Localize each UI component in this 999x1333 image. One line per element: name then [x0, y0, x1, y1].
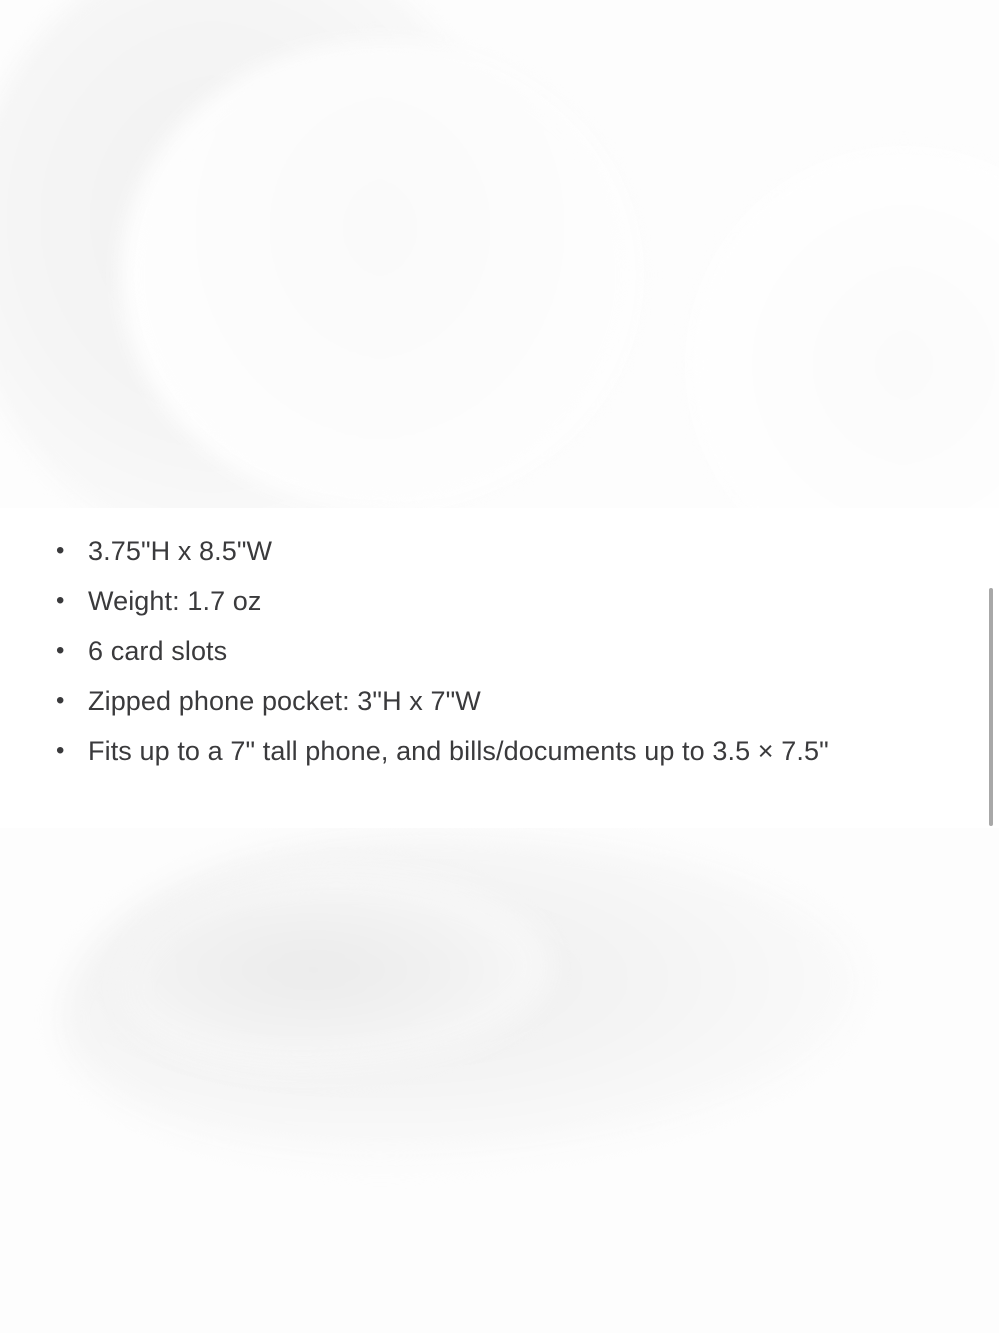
list-item: • 6 card slots: [52, 626, 848, 676]
specifications-panel: [0, 508, 999, 828]
list-item: • Fits up to a 7" tall phone, and bills/documents up to 3.5 × 7.5": [52, 726, 848, 776]
list-item: • Weight: 1.7 oz: [52, 576, 848, 626]
vertical-scrollbar[interactable]: [989, 588, 993, 826]
product-photo-upper-highlight: [120, 40, 640, 510]
list-item: • Zipped phone pocket: 3"H x 7"W: [52, 676, 848, 726]
specifications-list: [0, 508, 999, 776]
list-item: • 3.75"H x 8.5"W: [52, 526, 848, 576]
scrollbar-thumb[interactable]: [989, 588, 993, 826]
